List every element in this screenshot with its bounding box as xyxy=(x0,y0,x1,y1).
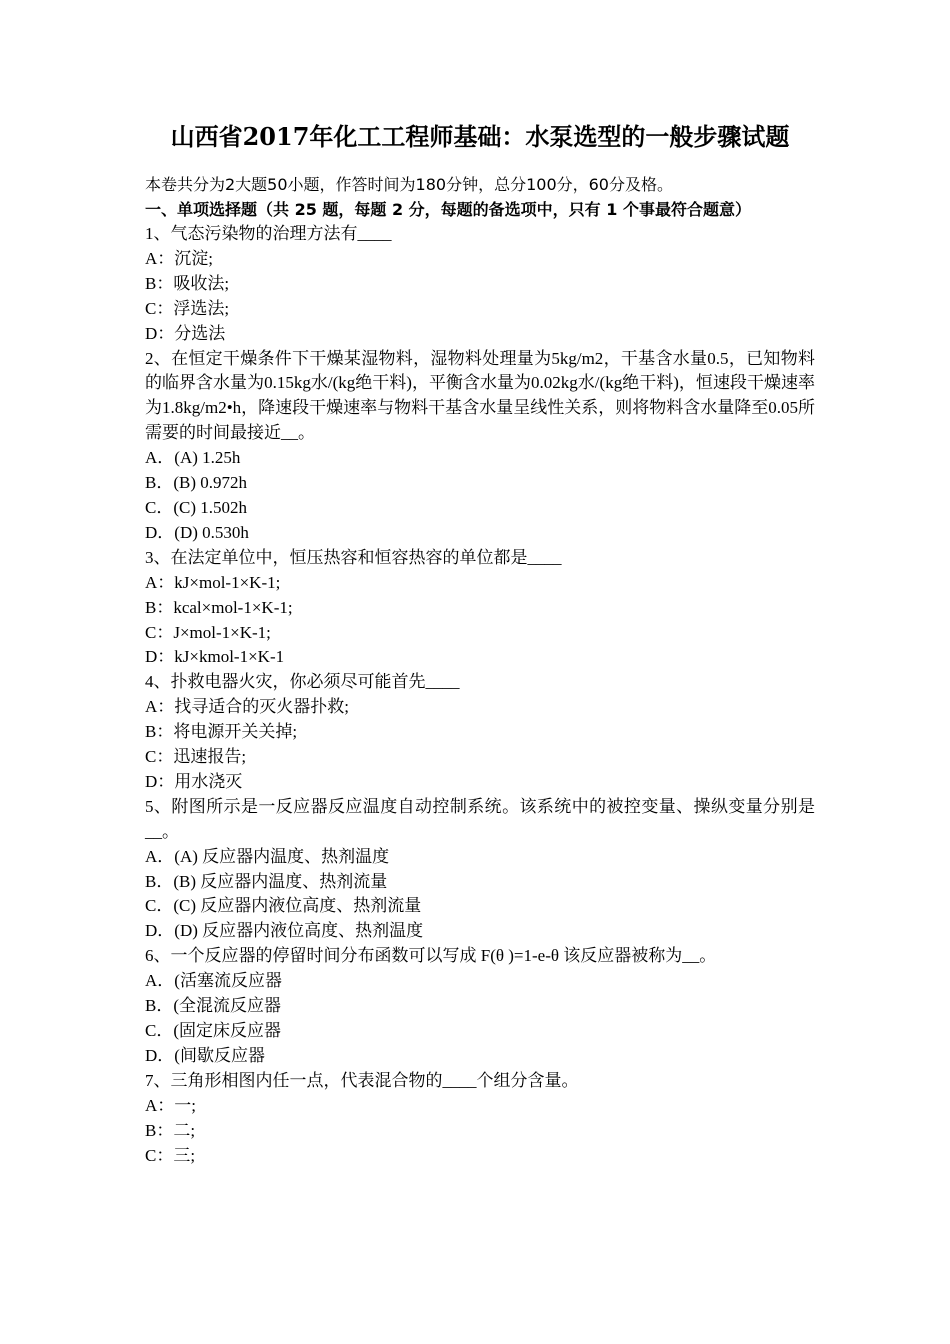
section-heading: 一、单项选择题（共 25 题，每题 2 分，每题的备选项中，只有 1 个事最符合题意） xyxy=(145,200,751,219)
question-list xyxy=(145,222,815,1168)
answer-option: D．(D) 反应器内液位高度、热剂温度 xyxy=(145,921,424,941)
answer-option: C：迅速报告; xyxy=(145,747,247,767)
answer-option: A：kJ×mol-1×K-1; xyxy=(145,572,281,592)
question-stem: 4、扑救电器火灾，你必须尽可能首先____ xyxy=(145,672,460,692)
answer-option: A：找寻适合的灭火器扑救; xyxy=(145,697,349,717)
answer-option: B．(全混流反应器 xyxy=(145,996,281,1016)
answer-option: D．(间歇反应器 xyxy=(145,1045,265,1065)
answer-option: A：沉淀; xyxy=(145,248,213,268)
question-2 xyxy=(145,347,815,546)
document-page xyxy=(145,118,815,1168)
answer-option: D：分选法 xyxy=(145,323,226,343)
answer-option: B：将电源开关关掉; xyxy=(145,722,298,742)
question-stem: 6、一个反应器的停留时间分布函数可以写成 F(θ )=1-e-θ 该反应器被称为__。 xyxy=(145,946,717,966)
answer-option: A：一; xyxy=(145,1095,196,1115)
answer-option: C．(固定床反应器 xyxy=(145,1021,281,1040)
answer-option: D：用水浇灭 xyxy=(145,771,243,791)
answer-option: A．(A) 1.25h xyxy=(145,448,241,468)
answer-option: B：二; xyxy=(145,1120,196,1140)
question-5 xyxy=(145,795,815,944)
answer-option: D：kJ×kmol-1×K-1 xyxy=(145,647,285,667)
answer-option: C：J×mol-1×K-1; xyxy=(145,622,271,642)
question-6 xyxy=(145,944,815,1069)
question-stem: 7、三角形相图内任一点，代表混合物的____个组分含量。 xyxy=(145,1070,579,1090)
answer-option: C：浮选法; xyxy=(145,298,230,318)
question-7 xyxy=(145,1069,815,1169)
answer-option: A．(A) 反应器内温度、热剂温度 xyxy=(145,846,390,866)
exam-intro: 本卷共分为2大题50小题，作答时间为180分钟，总分100分，60分及格。 xyxy=(145,175,673,194)
answer-option: B：kcal×mol-1×K-1; xyxy=(145,597,293,617)
question-stem: 2、在恒定干燥条件下干燥某湿物料，湿物料处理量为5kg/m2，干基含水量0.5，已知物料的临界含水量为0.15kg水/(kg绝干料)，平衡含水量为0.02kg水/(kg绝干料)，恒速段干燥速率为1.8kg/m2•h，降速段干燥速率与物料干基含水量呈线性关系，则将物料含水量降至0.05所需要的时间最接近__。 xyxy=(145,348,815,443)
answer-option: B：吸收法; xyxy=(145,273,230,293)
question-1 xyxy=(145,222,815,347)
question-stem: 5、附图所示是一反应器反应温度自动控制系统。该系统中的被控变量、操纵变量分别是__。 xyxy=(145,796,815,841)
answer-option: B．(B) 反应器内温度、热剂流量 xyxy=(145,871,388,891)
answer-option: C．(C) 1.502h xyxy=(145,497,247,517)
answer-option: D．(D) 0.530h xyxy=(145,522,249,542)
question-3 xyxy=(145,546,815,671)
document-title: 山西省2017年化工工程师基础：水泵选型的一般步骤试题 xyxy=(170,122,790,151)
answer-option: A．(活塞流反应器 xyxy=(145,971,282,991)
answer-option: C：三; xyxy=(145,1145,196,1165)
answer-option: B．(B) 0.972h xyxy=(145,473,247,493)
question-4 xyxy=(145,670,815,795)
answer-option: C．(C) 反应器内液位高度、热剂流量 xyxy=(145,896,422,916)
question-stem: 1、气态污染物的治理方法有____ xyxy=(145,224,392,243)
question-stem: 3、在法定单位中，恒压热容和恒容热容的单位都是____ xyxy=(145,547,562,567)
